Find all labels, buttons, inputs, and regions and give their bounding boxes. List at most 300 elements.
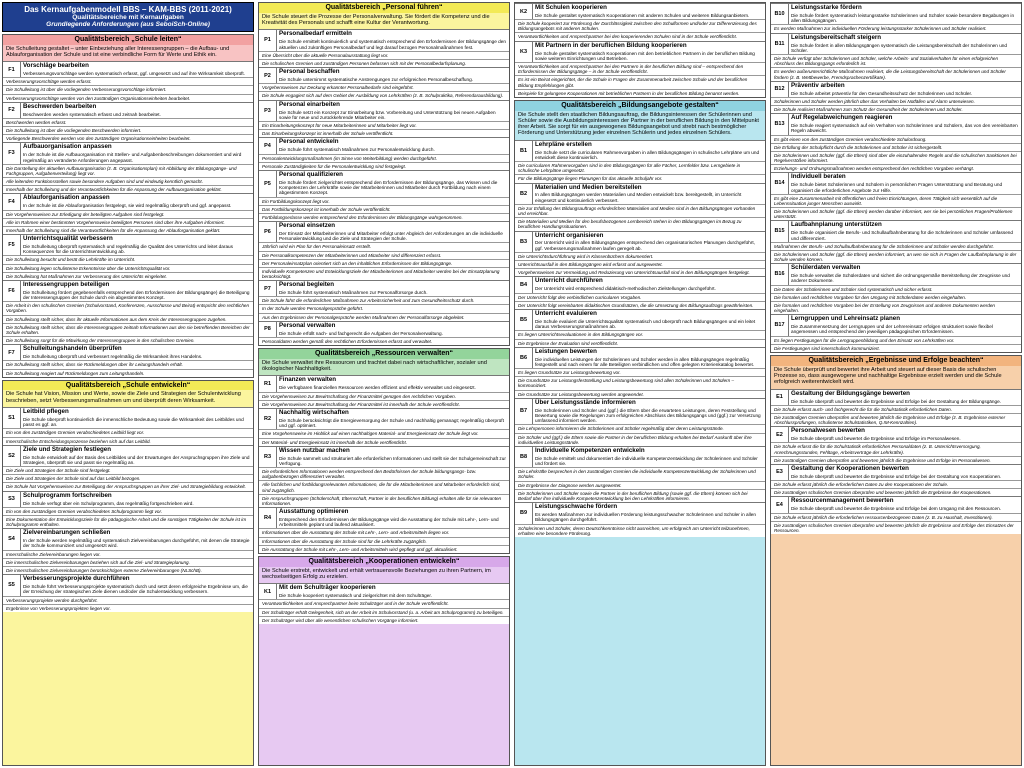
item-code: K1 (259, 584, 277, 599)
item-description: Die Schule überprüft und bewertet die Ergebnisse und Erfolge bei dem Umgang mit den Ressourcen. (791, 506, 1002, 512)
item-body (533, 447, 765, 467)
column-3 (514, 2, 766, 766)
item-description: Der Einsatz der Mitarbeiterinnen und Mitarbeiter erfolgt unter Abgleich der Anforderungen an die individuelle Personalentwicklung und die Ziele und Strategien der Schule. (279, 230, 503, 242)
item-description: Die Schule berücksichtigt die Energieversorgung der Schule und nachhaltig gemanagt; regelmäßig überprüft und ggf. optimiert. (279, 417, 504, 429)
item-title: Unterricht durchführen (535, 277, 603, 285)
item-code: B13 (771, 114, 789, 134)
item-description: Die Schule organisiert die Berufs- und Schullaufbahnberatung für die Schülerinnen und Schüler umfassend und differenziert. (791, 230, 1014, 241)
item-title: Präventiv arbeiten (791, 81, 845, 89)
item-description: Die Schule kooperiert systematisch und zielgerichtet mit dem Schulträger. (279, 593, 432, 599)
item-description: Die Schule erfüllt nach- und fachgerecht die Aufgaben der Personalverwaltung. (279, 330, 443, 336)
kernaufgabe-item (3, 280, 253, 301)
item-criterion: Die Schule verfügt über Schülerinnen und Schüler, welche Arbeits- und Sozialverhalten für einen erfolgreichen Abschluss des Bildungsgangs erforderlich ist. (771, 54, 1021, 67)
item-body (277, 222, 509, 242)
item-criterion: Die Ziele und Strategien der Schule sind festgelegt. (3, 466, 253, 474)
item-body (277, 281, 509, 296)
item-body (533, 310, 765, 330)
item-title: Personal einarbeiten (279, 100, 340, 108)
kernaufgabe-item (515, 231, 765, 252)
item-code: E3 (771, 465, 789, 480)
item-criterion: Innerschulische Zielvereinbarungen liegen vor. (3, 550, 253, 558)
item-criterion: Der Unterricht folgt vereinbarten didaktischen Grundsätzen, die die Umsetzung des Bildungsauftrags gewährleisten. (515, 301, 765, 309)
item-description: Die Schule setzt ein Konzept zur Einarbeitung bzw. Vorbereitung und Unterstützung bei neuen Aufgaben sowie für neue und zurückkehrende Mitarbeiter ein. (279, 109, 496, 120)
item-criterion: Maßnahmen der Berufs- und Schullaufbahnberatung für die Schülerinnen und Schüler werden durchgeführt. (771, 242, 1021, 250)
item-title: Mit dem Schulträger kooperieren (279, 584, 376, 592)
item-description: Die Schule überprüft und bewertet die Ergebnisse und Erfolge im Personalwesen. (791, 436, 961, 442)
item-body (789, 34, 1021, 54)
item-code: B10 (771, 4, 789, 24)
item-criterion: Die Schule kooperiert zur Förderung der Durchlässigkeit zwischen den Schulformen und/oder zur Differenzierung des Bildungsangebots mit anderen Schulen. (515, 19, 765, 32)
item-description: In der Schule ist die Ablauforganisation festgelegt, sie wird regelmäßig überprüft und ggf. angepasst. (23, 203, 232, 209)
item-body (277, 409, 509, 429)
kernaufgabe-item (515, 398, 765, 425)
kernaufgabe-item (259, 137, 509, 153)
section-description: Die Schule erstrebt, entwickelt und erhält vertrauensvolle Beziehungen zu ihren Partnern, im wechselseitigen Erfolg zu erzielen. (262, 567, 491, 580)
kernaufgabe-item (771, 3, 1021, 24)
item-body (21, 194, 253, 209)
item-criterion: Die Schulleitung besucht und berät die Lehrkräfte im Unterricht. (3, 255, 253, 263)
item-body (21, 345, 253, 360)
item-criterion: Der Unterricht folgt den verbindlichen curricularen Vorgaben. (515, 293, 765, 301)
item-description: Die Schule setzt die curricularen Rahmenvorgaben in allen Bildungsgängen in schulische Lehrpläne um und entwickelt diese kontinuierlich. (535, 149, 760, 160)
item-criterion: Die Schülerinnen und Schüler sowie die Partner in der beruflichen Bildung (sowie ggf. die Eltern) können sich bei Bedarf über ihre individuelle Kompetenzentwicklung bei den Lehrkräften informieren. (515, 489, 765, 502)
kernaufgabe-item (515, 446, 765, 467)
item-description: Die Schule fördert zielgerichtet entsprechend den Erfordernissen der Bildungsgänge, das Wissen und die Kompetenzen der Lehrkräfte sowie der Mitarbeiterinnen und Mitarbeiter durch Fortbildung nach einem abgestimmten Konzept. (279, 179, 498, 196)
item-criterion: Verbesserungsprojekte werden durchgeführt. (3, 596, 253, 604)
item-code: P8 (259, 322, 277, 337)
item-title: Leitbild pflegen (23, 407, 69, 415)
item-description: In der Schule werden regelmäßig und systematisch Zielvereinbarungen durchgeführt, mit denen die Strategie der Schule kommuniziert und umgesetzt wird. (23, 538, 250, 549)
item-criterion: Die Schulleitung legen schulinterne Erkenntnisse über die Unterrichtsqualität vor. (3, 264, 253, 272)
kernaufgabe-item (771, 464, 1021, 480)
item-title: Finanzen verwalten (279, 376, 337, 384)
section-heading: Qualitätsbereich „Kooperationen entwickeln“ (259, 557, 509, 567)
item-criterion: Der Material- und Energieeinsatz ist innerhalb der Schule veröffentlicht. (259, 438, 509, 446)
item-body (533, 348, 765, 368)
item-criterion: Die Schule engagiert sich auf dem Gebiet der Ausbildung von Lehrkräften (z. B. Schulpraktika, Referendarausbildung). (259, 91, 509, 99)
section-description: Die Schule steuert die Prozesse der Personalverwaltung. Sie fördert die Kompetenz und die Kreativität des Personals und schafft eine Kultur der Verantwortung. (262, 13, 490, 27)
item-criterion: Beispiele für gelungene Kooperationen mit betrieblichen Partnern in der beruflichen Bildung benannt werden. (515, 89, 765, 97)
section-description: Die Schule stellt den staatlichen Bildungsauftrag, die Bildungsinteressen der Schülerinnen und Schüler sowie die Ausbildungsinteressen der Partner in der beruflichen Bildung in den Mittelpunkt ihrer Arbeit. Sie sorgt für ein ausgewogenes Bildungsangebot und strebt nach bestmöglicher Förderung und Unterstützung jeder einzelnen Schülerin und jedes einzelnen Schülers. (518, 111, 759, 137)
item-criterion: Verbesserungsvorschläge werden von den zuständigen Organisationseinheiten bearbeitet. (3, 94, 253, 102)
page-subtitle-2: Grundlegende Anforderungen (aus SeboiSch-Online) (46, 21, 210, 29)
item-body (533, 141, 765, 161)
item-body (533, 42, 765, 62)
kernaufgabe-item (3, 407, 253, 428)
item-criterion: Das Einarbeitungskonzept ist innerhalb der Schule veröffentlicht. (259, 129, 509, 137)
item-criterion: Schülerinnen und Schüler werden jährlich über das Verhalten bei Notfällen und Alarm unterwiesen. (771, 97, 1021, 105)
item-title: Interessengruppen beteiligen (23, 280, 110, 288)
item-code: K2 (515, 4, 533, 19)
kernaufgabe-item (3, 102, 253, 118)
item-title: Mit Schulen kooperieren (535, 4, 607, 11)
kernaufgabe-item (3, 142, 253, 163)
item-code: P1 (259, 30, 277, 50)
item-description: Die Schule ermittelt kontinuierlich und systematisch entsprechend den Erfordernissen der Bildungsgänge den aktuellen und zukünftigen Personalbedarf und legt darauf bezogen Personalmaßnahmen fest. (279, 39, 506, 50)
item-criterion: Die Schulleitung stellt sicher, dass sie Rückmeldungen über ihr Leitungshandeln erhält. (3, 360, 253, 368)
item-description: Die Schulleitung fördert gegebenenfalls entsprechend den Erfordernissen der Bildungsgänge) die Beteiligung der Interessengruppen der Schule durch ein abgestimmtes Konzept. (23, 289, 250, 301)
item-body (533, 503, 765, 523)
item-title: Auf Regelabweichungen reagieren (791, 114, 893, 122)
item-code: E4 (771, 497, 789, 512)
item-criterion: Die Vorgehensweisen zur Erledigung der beteiligten Aufgaben sind festgelegt. (3, 210, 253, 218)
kernaufgabe-item (259, 408, 509, 429)
item-criterion: Die erforderlichen Informationen werden entsprechend den Bedürfnissen der Schule bildungsgangs- bzw. aufgabenbezogen differenziert verwaltet. (259, 467, 509, 480)
item-criterion: Die Ergebnisse der Evaluation sind veröffentlicht. (515, 339, 765, 347)
item-criterion: Erziehungs- und Ordnungsmaßnahmen werden entsprechend den rechtlichen Vorgaben verhängt. (771, 164, 1021, 172)
item-criterion: Die Vorgehensweisen zur Bewirtschaftung der Finanzmittel ist innerhalb der Schule veröffentlicht. (259, 400, 509, 408)
item-code: F6 (3, 281, 21, 301)
item-criterion: Alle im Rahmen einer bestimmten Vorgehensweise beteiligten Personen sind über ihre Aufgaben informiert. (3, 218, 253, 226)
item-code: F5 (3, 235, 21, 255)
kernaufgabe-item (3, 528, 253, 549)
kernaufgabe-item (515, 41, 765, 62)
item-title: Lehrpläne erstellen (535, 140, 592, 148)
item-criterion: Personale Zuständigkeiten für die Personalentwicklung sind festgelegt. (259, 162, 509, 170)
item-criterion: Die zur Erfüllung des Bildungsauftrags erforderlichen Materialien und Medien sind in den Bildungsgängen vorhanden und erreichbar. (515, 204, 765, 217)
section-bildungsangebote (514, 100, 766, 766)
item-body (21, 492, 253, 507)
section-schule-entwickeln (2, 380, 254, 766)
item-title: Personalbedarf ermitteln (279, 30, 352, 38)
kernaufgabe-item (259, 507, 509, 528)
item-criterion: Ein Fortbildungskonzept liegt vor. (259, 197, 509, 205)
kernaufgabe-item (3, 234, 253, 255)
kernaufgabe-item (771, 263, 1021, 284)
item-criterion: Die Schülerinnen und Schüler (ggf. die Eltern) sind über die einzuhaltenden Regeln und die schulischen Sanktionen bei Regelverstößen informiert. (771, 151, 1021, 164)
item-title: Individuelle Kompetenzen entwickeln (535, 446, 645, 454)
section-description: Die Schule überprüft und bewertet ihre Arbeit und steuert auf dieser Basis die schulischen Prozesse so, dass ausgewogene und nachhaltige Ergebnisse erzielt werden und die Schule erfolgreich weiterentwickelt wird. (774, 366, 1002, 386)
item-title: Personal beschaffen (279, 68, 340, 76)
kernaufgabe-item (259, 221, 509, 242)
item-criterion: Personaldaten werden gemäß den rechtlichen Erfordernissen erfasst und verwaltet. (259, 337, 509, 345)
item-title: Personal begleiten (279, 281, 335, 289)
item-criterion: Die formalen und rechtlichen Vorgaben für den Umgang mit Schülerdaten werden eingehalten. (771, 293, 1021, 301)
item-description: Die Schule überprüft und bewertet die Ergebnisse und Erfolge bei der Gestaltung der Bildungsgänge. (791, 398, 1002, 404)
item-criterion: Die zuständigen schulischen Gremien überprüfen und bewerten jährlich die Ergebnisse der Kooperationen. (771, 488, 1021, 496)
item-code: B15 (771, 221, 789, 241)
item-criterion: Eine Übersicht über die aktuelle Personalausstattung liegt vor. (259, 51, 509, 59)
item-body (789, 497, 1021, 512)
item-criterion: Für die Bildungsgänge liegen Planungen für das aktuelle Schuljahr vor. (515, 174, 765, 182)
item-code: P7 (259, 281, 277, 296)
item-body (21, 281, 253, 301)
kernaufgabe-item (259, 446, 509, 467)
item-title: Personal verwalten (279, 321, 336, 329)
item-code: B2 (515, 184, 533, 204)
item-description: Die Schule verfügt über ein Schulprogramm, das regelmäßig fortgeschrieben wird. (23, 500, 194, 506)
kernaufgabe-item (771, 426, 1021, 442)
item-criterion: Die Schulleitung stellt sicher, dass ihr aktuelle Informationen aus dem Kreis der Interessengruppen zugehen. (3, 315, 253, 323)
item-body (789, 315, 1021, 335)
item-criterion: Die Ausstattung der Schule mit Lehr-, Lern- und Arbeitsmitteln wird gepflegt und ggf. aktualisiert. (259, 545, 509, 553)
item-description: Die Schule evaluiert die Unterrichtsqualität systematisch und überprüft nach Bildungsgängen und ein leitet daraus Verbesserungsmaßnahmen ab. (535, 318, 756, 330)
item-criterion: In der Schule werden Personalgespräche geführt. (259, 304, 509, 312)
item-body (789, 4, 1021, 24)
item-body (789, 465, 1021, 480)
kernaufgabe-item (259, 67, 509, 83)
item-criterion: Ein Einarbeitungskonzept für neue Mitarbeiterinnen und Mitarbeiter liegt vor. (259, 121, 509, 129)
item-body (789, 82, 1021, 97)
item-body (277, 584, 509, 599)
item-criterion: Die Grundsätze zur Leistungsfeststellung und Leistungsbewertung sind allen Schülerinnen und Schülern – kommuniziert. (515, 376, 765, 389)
item-body (277, 68, 509, 83)
kernaufgabe-item (259, 100, 509, 121)
item-criterion: Vorgehensweisen zur Vermeidung und Reduzierung von Unterrichtsausfall sind in den Bildungsgängen festgelegt. (515, 268, 765, 276)
item-description: Die Schule überprüft und bewertet die Ergebnisse und Erfolge bei der Gestaltung von Kooperationen. (791, 473, 1002, 479)
kernaufgabe-item (259, 170, 509, 197)
item-code: E2 (771, 427, 789, 442)
item-title: Schulprogramm fortschreiben (23, 491, 112, 499)
kernaufgabe-item (259, 583, 509, 599)
item-code: F3 (3, 143, 21, 163)
kernaufgabe-item (515, 3, 765, 19)
item-criterion: Die zuständigen Gremien überprüfen und bewerten jährlich die Ergebnisse und Erfolge im Personalwesen. (771, 456, 1021, 464)
section-heading: Qualitätsbereich „Personal führen“ (259, 3, 509, 13)
item-criterion: Individuelle Kompetenzen und Entwicklungsziele der Mitarbeiterinnen und Mitarbeiter werden bei der Einsatzplanung berücksichtigt. (259, 267, 509, 280)
item-code: B6 (515, 348, 533, 368)
item-criterion: Die Unterrichtsdurchführung wird in Klassenbüchern dokumentiert. (515, 252, 765, 260)
item-criterion: Innerhalb der Schulleitung und der Verantwortlichkeiten für die Anpassung der Aufbauorganisation geklärt. (3, 185, 253, 193)
item-title: Personal qualifizieren (279, 170, 343, 178)
item-title: Beschwerden bearbeiten (23, 102, 97, 110)
item-code: E1 (771, 390, 789, 405)
item-criterion: Die Ziele und Strategien der Schule sind auf das Leitbild bezogen. (3, 474, 253, 482)
item-title: Leistungsstarke fördern (791, 4, 862, 11)
item-criterion: Informationen über die Ausstattung der Schule sind für die Lehrkräfte zugänglich. (259, 537, 509, 545)
item-code: B12 (771, 82, 789, 97)
item-code: F4 (3, 194, 21, 209)
item-description: In allen Bildungsgängen werden Materialien und Medien entwickelt bzw. bereitgestellt, im Unterricht eingesetzt und kontinuierlich verbessert. (535, 192, 742, 203)
item-code: S4 (3, 529, 21, 549)
item-criterion: Die Schule erfasst auch- und fachgerecht die für die Schulstatistik erforderlichen Daten. (771, 405, 1021, 413)
item-body (21, 575, 253, 595)
item-body (21, 143, 253, 163)
item-description: Die Schulleitung überprüft und verbessert regelmäßig die Wirksamkeit ihres Handelns. (23, 354, 203, 360)
kernaufgabe-item (771, 496, 1021, 512)
item-criterion: Die Schulleitung stellt sicher, dass die Interessengruppen zeitnah Informationen aus den sie betreffenden Bereichen der Schule erhalten. (3, 323, 253, 336)
item-criterion: Vorliegende Beschwerden werden von den zuständigen Organisationseinheiten bearbeitet. (3, 134, 253, 142)
item-body (21, 529, 253, 549)
item-code: B1 (515, 141, 533, 161)
item-criterion: Die Schüler und (ggf.) die Eltern sowie die Partner in der beruflichen Bildung erhalten bei Bedarf Auskunft über ihre individuellen Leistungsstände. (515, 433, 765, 446)
item-title: Ressourcenmanagement bewerten (791, 497, 894, 505)
item-title: Personal einsetzen (279, 221, 336, 229)
item-criterion: Die Schulleitung sorgt für die Mitwirkung der Interessengruppen in den schulischen Gremien. (3, 336, 253, 344)
item-body (533, 232, 765, 252)
item-title: Vorschläge bearbeiten (23, 62, 89, 70)
section-heading: Qualitätsbereich „Bildungsangebote gestalten“ (515, 101, 765, 111)
item-criterion: Die Vorgehensweisen zur Bewirtschaftung der Finanzmittel genügen den rechtlichen Vorgaben. (259, 392, 509, 400)
item-criterion: Schülerinnen und Schüler, deren Deutschkenntnisse nicht ausreichen, um erfolgreich am Unterricht teilzunehmen, erhalten eine besondere Förderung. (515, 524, 765, 537)
item-criterion: Alle fachlichen und fortbildungsrelevanten Informationen, die für die Mitarbeiterinnen und Mitarbeiter erforderlich sind, sind zugänglich. (259, 480, 509, 493)
item-description: Die individuellen Leistungen der Schülerinnen und Schüler werden in allen Bildungsgängen regelmäßig festgestellt und nach einem für alle Beteiligten verbindlichen und offen gelegten Kriterienkatalog bewertet. (535, 356, 755, 367)
item-criterion: Vorgehensweisen zur Deckung erkannter Personalbedarfe sind eingeführt. (259, 83, 509, 91)
kernaufgabe-item (3, 193, 253, 209)
item-code: P2 (259, 68, 277, 83)
item-criterion: Es ist ein Beirat eingerichtet, der die Schule in Fragen der Zusammenarbeit zwischen Schule und der beruflichen Bildung Empfehlungen gibt. (515, 75, 765, 88)
kernaufgabe-item (515, 276, 765, 292)
item-body (533, 277, 765, 292)
item-criterion: Die innerschulischen Zielvereinbarungen berücksichtigen externe Zielvereinbarungen (NLSchB). (3, 566, 253, 574)
item-criterion: Die Schulleitung reagiert auf Rückmeldungen zum Leitungshandeln. (3, 369, 253, 377)
item-criterion: Die curricularen Rahmenvorgaben sind in den Bildungsgängen für alle Fächer, Lernfelder bzw. Lerngebiete in schulische Lehrpläne umgesetzt. (515, 161, 765, 174)
section-description: Die Schulleitung gestaltet – unter Einbeziehung aller Interessengruppen – die Aufbau- und Ablauforganisation der Schule und ist eine verbindliche Form für Werte und Ethik ein. (6, 45, 230, 58)
item-code: B4 (515, 277, 533, 292)
kernaufgabe-item (259, 29, 509, 50)
item-title: Leistungsschwache fördern (535, 503, 618, 511)
item-title: Materialien und Medien bereitstellen (535, 183, 642, 191)
section-schule-leiten (2, 34, 254, 378)
item-description: Die Schule gestaltet systematisch Kooperationen mit anderen Schulen und weiteren Bildungsanbietern. (535, 12, 750, 18)
item-criterion: Innerhalb der Schulleitung sind die Verantwortlichkeiten für die Anpassung der Ablauforganisation geklärt. (3, 226, 253, 234)
item-body (533, 4, 765, 19)
section-description: Die Schule hat Vision, Mission und Werte, sowie die Ziele und Strategien der Schulentwicklung beschrieben, setzt Verbesserungsmaßnahmen um und überprüft deren Wirksamkeit. (6, 391, 241, 404)
item-criterion: Verantwortlichkeiten und Ansprechpartner bei den Partnern in der beruflichen Bildung sind – entsprechend den Erfordernissen der Bildungsgänge – in der Schule veröffentlicht. (515, 62, 765, 75)
title-box (2, 2, 254, 32)
item-criterion: Fortbildungserlasse werden entsprechend den Erfordernissen der Bildungsgänge wahrgenommen. (259, 213, 509, 221)
item-criterion: Die formalen und rechtlichen Vorgaben bei der Erstellung von Zeugnissen und anderen Dokumenten werden eingehalten. (771, 301, 1021, 314)
item-body (21, 446, 253, 466)
kernaufgabe-item (771, 113, 1021, 134)
kernaufgabe-item (771, 220, 1021, 241)
item-description: In der Schule ist die Aufbauorganisation mit Stellen- und Aufgabenbeschreibungen dokumentiert und wird regelmäßig an veränderte Anforderungen angepasst. (23, 152, 242, 163)
kernaufgabe-item (515, 347, 765, 368)
item-title: Aufbauorganisation anpassen (23, 143, 112, 151)
item-code: R2 (259, 409, 277, 429)
kernaufgabe-item (515, 502, 765, 523)
item-description: Die Schule bietet Schülerinnen und Schülern in persönlichen Fragen Unterstützung und Beratung und organisiert die erforderlichen Angebote zur Hilfe. (791, 182, 1003, 193)
section-heading: Qualitätsbereich „Ergebnisse und Erfolge beachten“ (771, 356, 1021, 366)
item-criterion: Die Schule erfasst jährlich die erforderlichen ressourcenbezogenen Daten (z. B. zu Haushalt, Investitionen). (771, 513, 1021, 521)
item-criterion: Die zuständigen Gremien überprüfen und bewerten jährlich die Ergebnisse und Erfolge (z. B. Ergebnisse externer Abschlussprüfungen, schulinterne Schulstatistiken, Q.IM-Kennzahlen). (771, 413, 1021, 426)
item-code: S2 (3, 446, 21, 466)
item-body (533, 399, 765, 425)
page-subtitle: Qualitätsbereiche mit Kernaufgaben (72, 14, 184, 22)
item-body (21, 62, 253, 77)
item-description: Die Schule fördert systematisch leistungsstarke Schülerinnen und Schüler sowie besondere Begabungen in allen Bildungsgängen. (791, 12, 1015, 24)
kernaufgabe-item (3, 61, 253, 77)
item-description: Der Unterricht wird in allen Bildungsgängen entsprechend den organisatorischen Planungen durchgeführt, ggf. Verbesserungsmaßnahmen laufen geregelt ab. (535, 240, 755, 251)
item-criterion: Die Schulleitung hat Maßnahmen zur Verbesserung des Unterrichts eingeleitet. (3, 272, 253, 280)
item-criterion: Alle leitenden Funktionsstellen sowie besondere Aufgaben sind und eindeutig kenntlich gemacht. (3, 177, 253, 185)
item-criterion: Die zuständigen schulischen Gremien überprüfen und bewerten jährlich die Ergebnisse und Erfolge des Einsatzes der Ressourcen. (771, 521, 1021, 534)
item-body (789, 427, 1021, 442)
item-criterion: Die Arbeit in den schulischen Gremien (Schulvorstand, Konferenzen, Ausschüsse und Beirat) entspricht den rechtlichen Vorgaben. (3, 301, 253, 314)
item-code: F1 (3, 62, 21, 77)
item-title: Ziele und Strategien festlegen (23, 445, 112, 453)
item-criterion: Es werden Maßnahmen zur individuellen Förderung leistungsstarker Schülerinnen und Schüler realisiert. (771, 24, 1021, 32)
item-criterion: Die Schule erfasst jährlich die erforderlichen Daten zu den Kooperationen der Schule. (771, 480, 1021, 488)
item-title: Gestaltung der Bildungsgänge bewerten (791, 389, 910, 397)
item-code: B3 (515, 232, 533, 252)
section-heading: Qualitätsbereich „Schule entwickeln“ (3, 381, 253, 391)
item-title: Verbesserungsprojekte durchführen (23, 575, 130, 583)
item-title: Zielvereinbarungen schließen (23, 529, 111, 537)
kernaufgabe-item (771, 33, 1021, 54)
item-body (277, 138, 509, 153)
item-criterion: Die Grundsätze zur Leistungsbewertung werden angewendet. (515, 390, 765, 398)
kernaufgabe-item (3, 344, 253, 360)
item-description: Die Schule führt systematisch Maßnahmen zur Personalentwicklung durch. (279, 147, 435, 153)
kernaufgabe-item (3, 445, 253, 466)
item-description: Der Unterricht wird entsprechend didaktisch-methodischen Zielstellungen durchgeführt. (535, 286, 716, 292)
page-title: Das Kernaufgabenmodell BBS – KAM-BBS (2011-2021) (24, 5, 232, 14)
item-code: B8 (515, 447, 533, 467)
item-description: Die Schule führt systematisch Maßnahmen zur Personalfürsorge durch. (279, 290, 428, 296)
item-criterion: Das Fortbildungskonzept ist innerhalb der Schule veröffentlicht. (259, 205, 509, 213)
column-2 (258, 2, 510, 766)
item-criterion: Die Ergebnisse der Diagnose werden ausgewertet. (515, 481, 765, 489)
item-body (789, 114, 1021, 134)
item-criterion: Beschwerden werden erfasst. (3, 118, 253, 126)
item-criterion: Die Erfüllung der Schulpflicht durch die Schülerinnen und Schüler ist sichergestellt. (771, 143, 1021, 151)
item-criterion: Ergebnisse von Verbesserungsprojekten liegen vor. (3, 604, 253, 612)
item-criterion: Verantwortlichkeiten und Ansprechpartner beim Schulträger und in der Schule veröffentlicht. (259, 599, 509, 607)
item-code: F7 (3, 345, 21, 360)
item-description: Die Schulleitung überprüft systematisch und regelmäßig die Qualität des Unterrichts und leitet daraus Konsequenzen für die Unterrichtsentwicklung ab. (23, 243, 234, 255)
item-code: F2 (3, 103, 21, 118)
item-criterion: Es liegen Unterrichtsevaluationen in den Bildungsgängen vor. (515, 330, 765, 338)
item-description: Beschwerden werden systematisch erfasst und zeitnah bearbeitet. (23, 111, 161, 117)
item-criterion: Der Schulträger wird über alle wesentlichen schulischen Vorgänge informiert. (259, 616, 509, 624)
item-title: Über Leistungsstände informieren (535, 398, 636, 406)
item-description: Die Schule gestaltet systematisch Kooperationen mit den betrieblichen Partnern in der beruflichen Bildung sowie weiteren Einrichtungen und Betrieben. (535, 50, 755, 61)
item-criterion: Verbesserungsvorschläge werden erfasst. (3, 77, 253, 85)
item-criterion: Es liegen Festlegungen für die Lerngruppenbildung und den Einsatz von Lehrkräften vor. (771, 336, 1021, 344)
item-criterion: Informationen über die Ausstattung der Schule mit Lehr-, Lern- und Arbeitsmitteln liegen vor. (259, 528, 509, 536)
item-description: Die Schule unternimmt systematische Anstrengungen zur erfolgreichen Personalbeschaffung. (279, 77, 474, 83)
item-criterion: Eine Dokumentation der Entwicklungsziele für die pädagogische Arbeit und die sonstigen Tätigkeiten der Schule ist im Schulprogramm enthalten. (3, 515, 253, 528)
item-description: Verbesserungsvorschläge werden systematisch erfasst, ggf. umgesetzt und auf ihre Wirksamkeit überprüft. (23, 70, 245, 76)
section-ressourcen-verwalten (258, 348, 510, 554)
item-body (277, 447, 509, 467)
item-code: B9 (515, 503, 533, 523)
kernaufgabe-item (515, 183, 765, 204)
item-title: Unterrichtsqualität verbessern (23, 234, 113, 242)
item-criterion: Es gibt eine Zusammenarbeit mit öffentlichen und freien Einrichtungen, deren Tätigkeit sich wesentlich auf die Lebenssituation junger Menschen auswirkt. (771, 194, 1021, 207)
column-1 (2, 2, 254, 766)
item-title: Wissen nutzbar machen (279, 446, 350, 454)
item-criterion: Die schulischen Gremien und zuständigen Personen befassen sich mit der Personalbedarfsplanung. (259, 59, 509, 67)
item-code: R3 (259, 447, 277, 467)
item-code: B14 (771, 173, 789, 193)
item-body (277, 171, 509, 197)
item-description: Die Schule fördert in allen Bildungsgängen systematisch die Leistungsbereitschaft der Schülerinnen und Schüler. (791, 42, 1008, 53)
item-criterion: Es werden außerunterrichtliche Maßnahmen realisiert, die die Leistungsbereitschaft der Schülerinnen und Schüler fördern (z. B. Wettbewerbe, Fremdsprachenzertifikate). (771, 67, 1021, 80)
item-criterion: Verantwortlichkeiten und Ansprechpartner bei den kooperierenden Schulen sind in der Schule veröffentlicht. (515, 32, 765, 40)
item-body (21, 408, 253, 428)
item-body (21, 103, 253, 118)
item-description: Entsprechend den Erfordernissen der Bildungsgänge wird die Ausstattung der Schule mit Lehr-, Lern- und Arbeitsmitteln geplant und laufend aktualisiert. (279, 516, 499, 528)
item-criterion: Aus den Ergebnissen der Personalgespräche werden Maßnahmen der Personalfürsorge abgeleitet. (259, 313, 509, 321)
item-criterion: Es liegen Grundsätze zur Leistungsbewertung vor. (515, 368, 765, 376)
item-title: Leistungsbereitschaft steigern (791, 33, 882, 41)
kernaufgabe-item (259, 375, 509, 391)
item-body (789, 221, 1021, 241)
item-title: Gestaltung der Kooperationen bewerten (791, 464, 909, 472)
item-code: B7 (515, 399, 533, 425)
item-body (277, 508, 509, 528)
item-description: Die Schule überprüft kontinuierlich die inmenschliche Bedeutung sowie die Wirksamkeit des Leitbildes und passt es ggf. an. (23, 416, 244, 428)
item-description: Die Schule ermittelt und dokumentiert die individuelle Kompetenzentwicklung der Schülerinnen und Schüler und fördert sie. (535, 455, 758, 467)
item-criterion: Die Darstellung der aktuellen Aufbauorganisation (z. B. Organisationsplan) mit Abbildung der Bildungsgänge- und Fachgruppen, Aufgabenverteilung) liegt vor. (3, 164, 253, 177)
kernaufgabe-item (3, 491, 253, 507)
kernaufgabe-item (771, 172, 1021, 193)
item-title: Ablauforganisation anpassen (23, 194, 110, 202)
column-4 (770, 2, 1022, 766)
item-code: P3 (259, 101, 277, 121)
